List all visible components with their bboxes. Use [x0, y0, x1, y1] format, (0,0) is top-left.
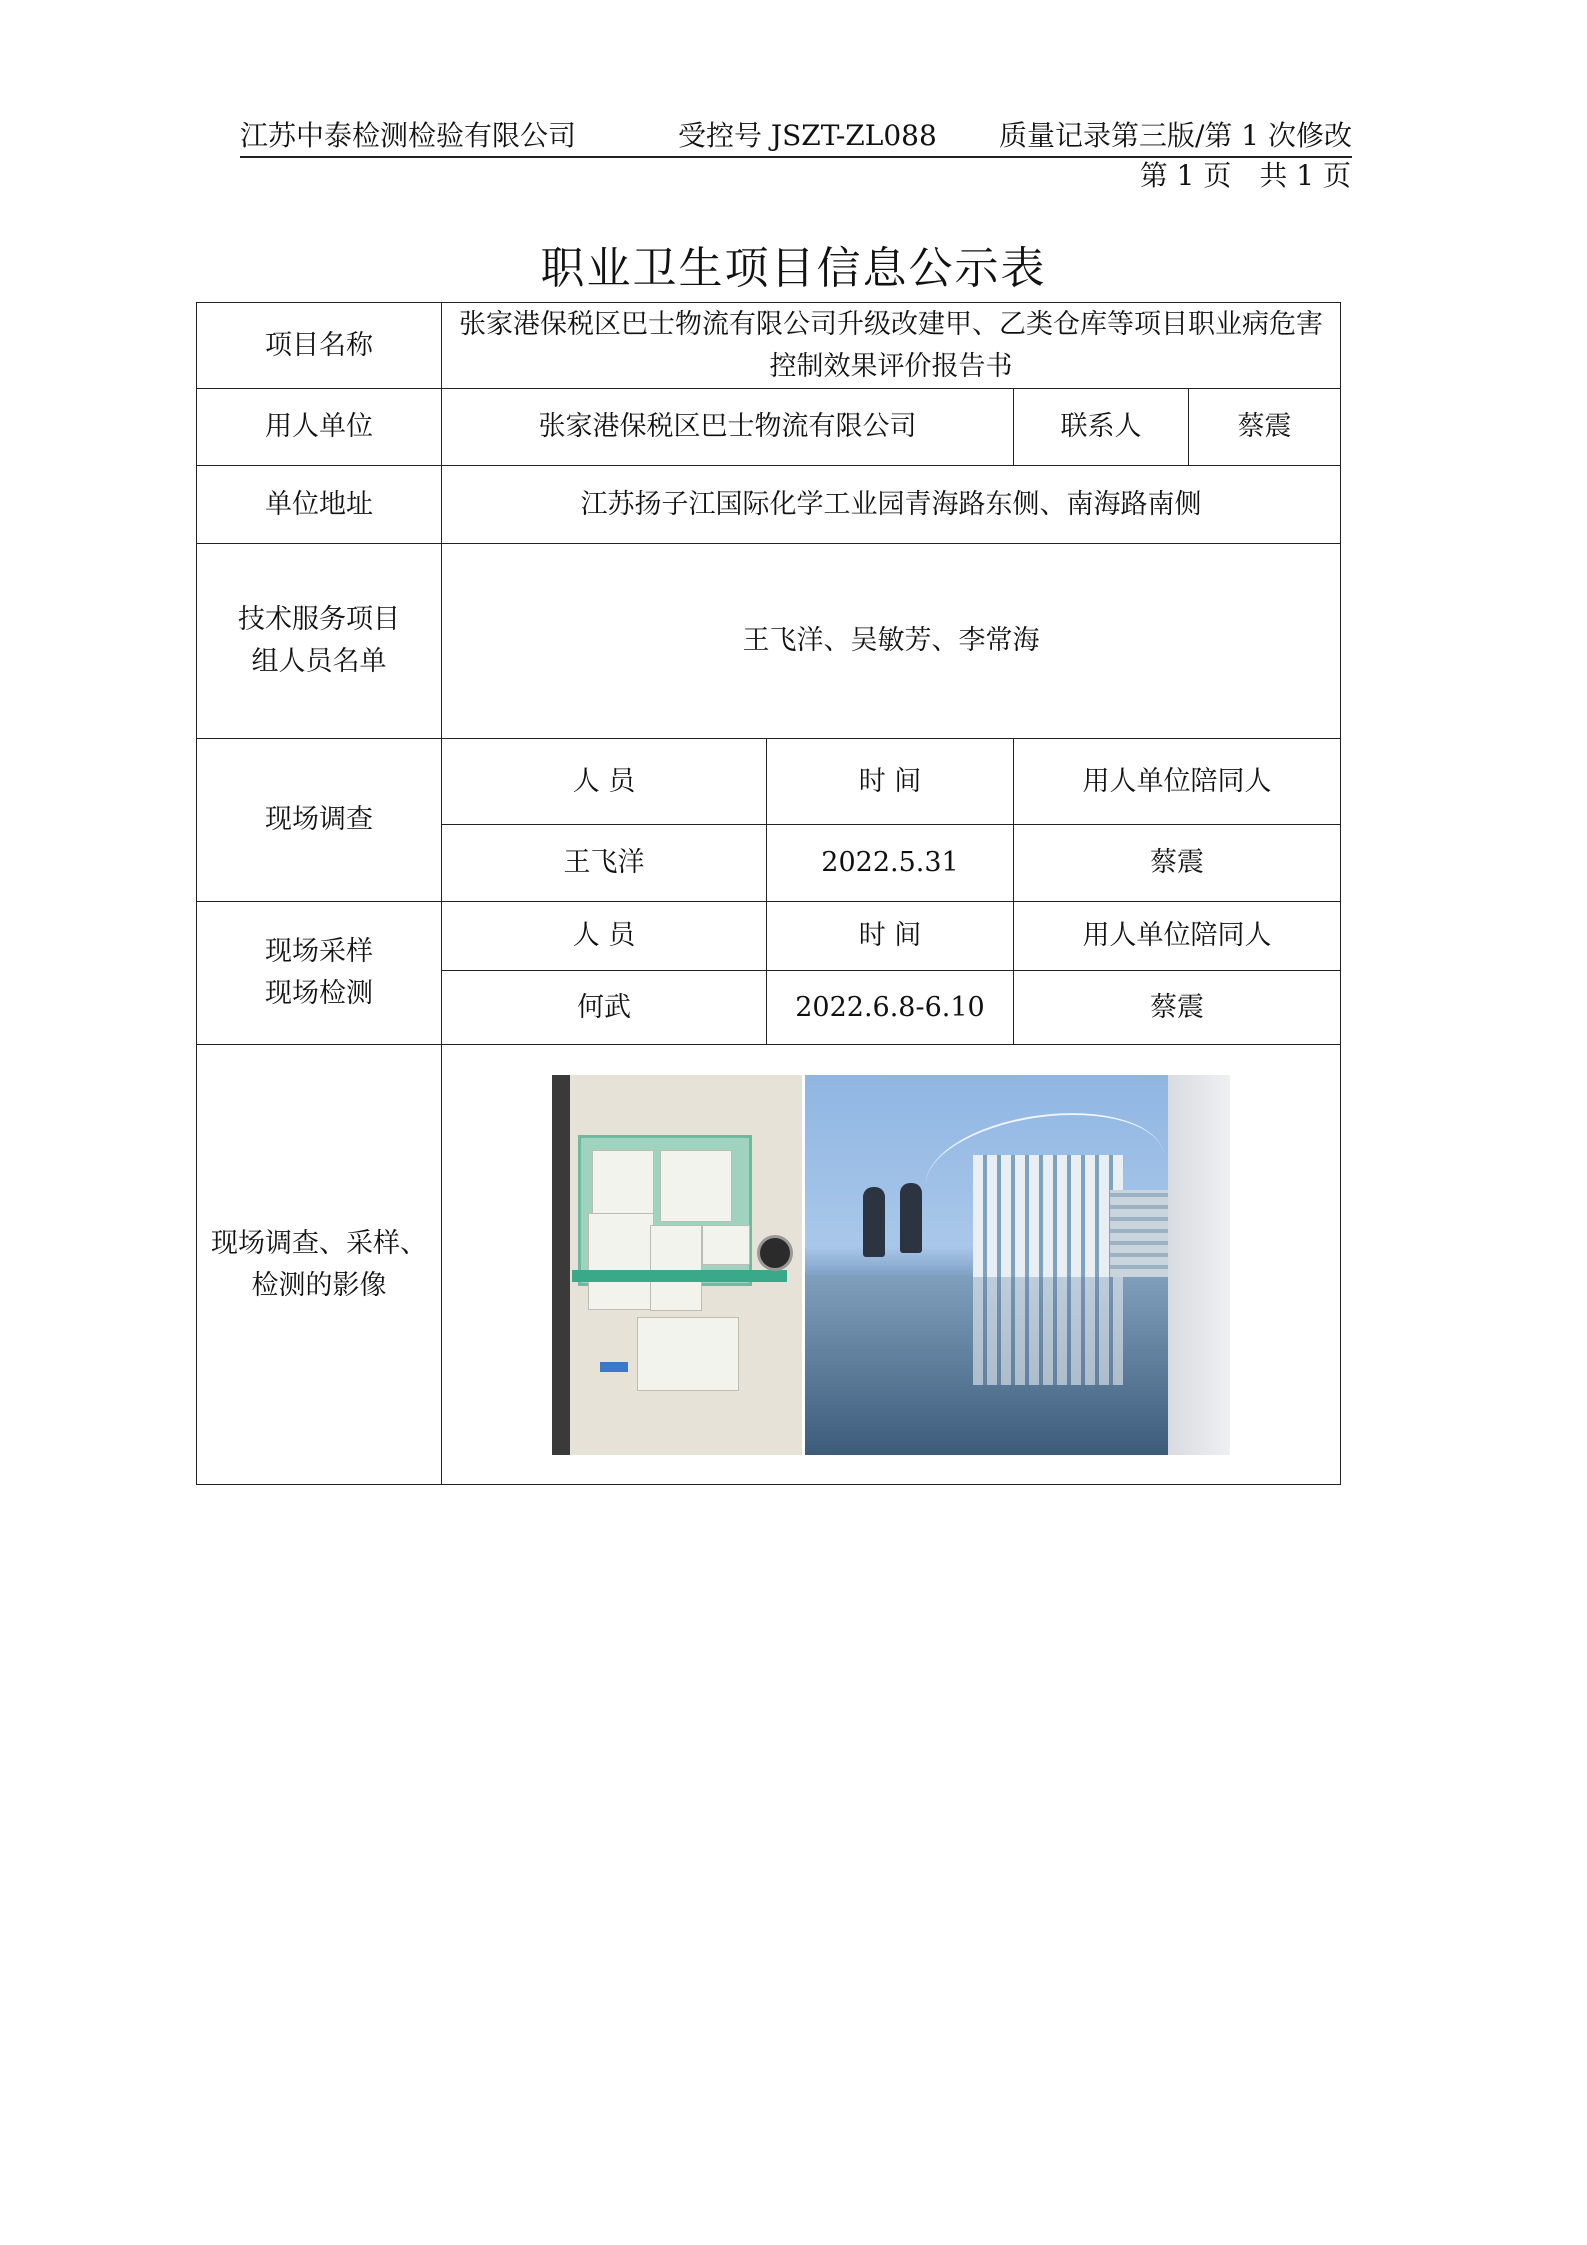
- team-value: 王飞洋、吴敏芳、李常海: [442, 544, 1341, 739]
- project-name-value: 张家港保税区巴士物流有限公司升级改建甲、乙类仓库等项目职业病危害控制效果评价报告书: [442, 303, 1341, 389]
- worker-figure: [900, 1183, 922, 1253]
- sampling-label: [197, 902, 442, 1045]
- contact-value: 蔡震: [1189, 389, 1341, 466]
- survey-time: 2022.5.31: [767, 825, 1014, 902]
- survey-escort: 蔡震: [1014, 825, 1341, 902]
- survey-col-escort: 用人单位陪同人: [1014, 739, 1341, 825]
- employer-label: 用人单位: [197, 389, 442, 466]
- images-cell: [442, 1045, 1341, 1485]
- site-photo-notice-board: [552, 1075, 802, 1455]
- page-number: 第 1 页: [1139, 159, 1232, 192]
- company-name: 江苏中泰检测检验有限公司: [240, 119, 577, 152]
- sampling-escort: 蔡震: [1014, 971, 1341, 1045]
- sampling-col-escort: 用人单位陪同人: [1014, 902, 1341, 971]
- survey-col-time: 时 间: [767, 739, 1014, 825]
- photo-gallery: [452, 1075, 1330, 1455]
- sampling-col-time: 时 间: [767, 902, 1014, 971]
- address-value: 江苏扬子江国际化学工业园青海路东侧、南海路南侧: [442, 466, 1341, 544]
- survey-label: 现场调查: [197, 739, 442, 902]
- page-header: [240, 110, 1352, 158]
- row-images: [197, 1045, 1341, 1485]
- page-total: 共 1 页: [1259, 159, 1351, 192]
- employer-value: 张家港保税区巴士物流有限公司: [442, 389, 1014, 466]
- row-survey-header: [197, 739, 1341, 825]
- row-team: [197, 544, 1341, 739]
- page-info: [1112, 154, 1351, 194]
- sampling-time: 2022.6.8-6.10: [767, 971, 1014, 1045]
- sampling-label-line1: 现场采样: [265, 936, 373, 968]
- address-label: 单位地址: [197, 466, 442, 544]
- sampling-person: 何武: [442, 971, 767, 1045]
- sampling-col-person: 人 员: [442, 902, 767, 971]
- row-project-name: [197, 303, 1341, 389]
- contact-label: 联系人: [1014, 389, 1189, 466]
- survey-person: 王飞洋: [442, 825, 767, 902]
- row-address: [197, 466, 1341, 544]
- row-sampling-header: [197, 902, 1341, 971]
- images-label: 现场调查、采样、检测的影像: [197, 1045, 442, 1485]
- record-version: 质量记录第三版/第 1 次修改: [998, 119, 1352, 152]
- control-number: 受控号 JSZT-ZL088: [678, 119, 937, 152]
- document-title: 职业卫生项目信息公示表: [540, 243, 1047, 294]
- sampling-label-line2: 现场检测: [265, 978, 373, 1009]
- project-name-label: 项目名称: [197, 303, 442, 389]
- project-info-table: [196, 302, 1341, 1485]
- worker-figure: [863, 1187, 885, 1257]
- team-label: 技术服务项目组人员名单: [197, 544, 442, 739]
- site-photo-sampling: [805, 1075, 1230, 1455]
- clock-icon: [757, 1235, 793, 1271]
- survey-col-person: 人 员: [442, 739, 767, 825]
- row-employer: [197, 389, 1341, 466]
